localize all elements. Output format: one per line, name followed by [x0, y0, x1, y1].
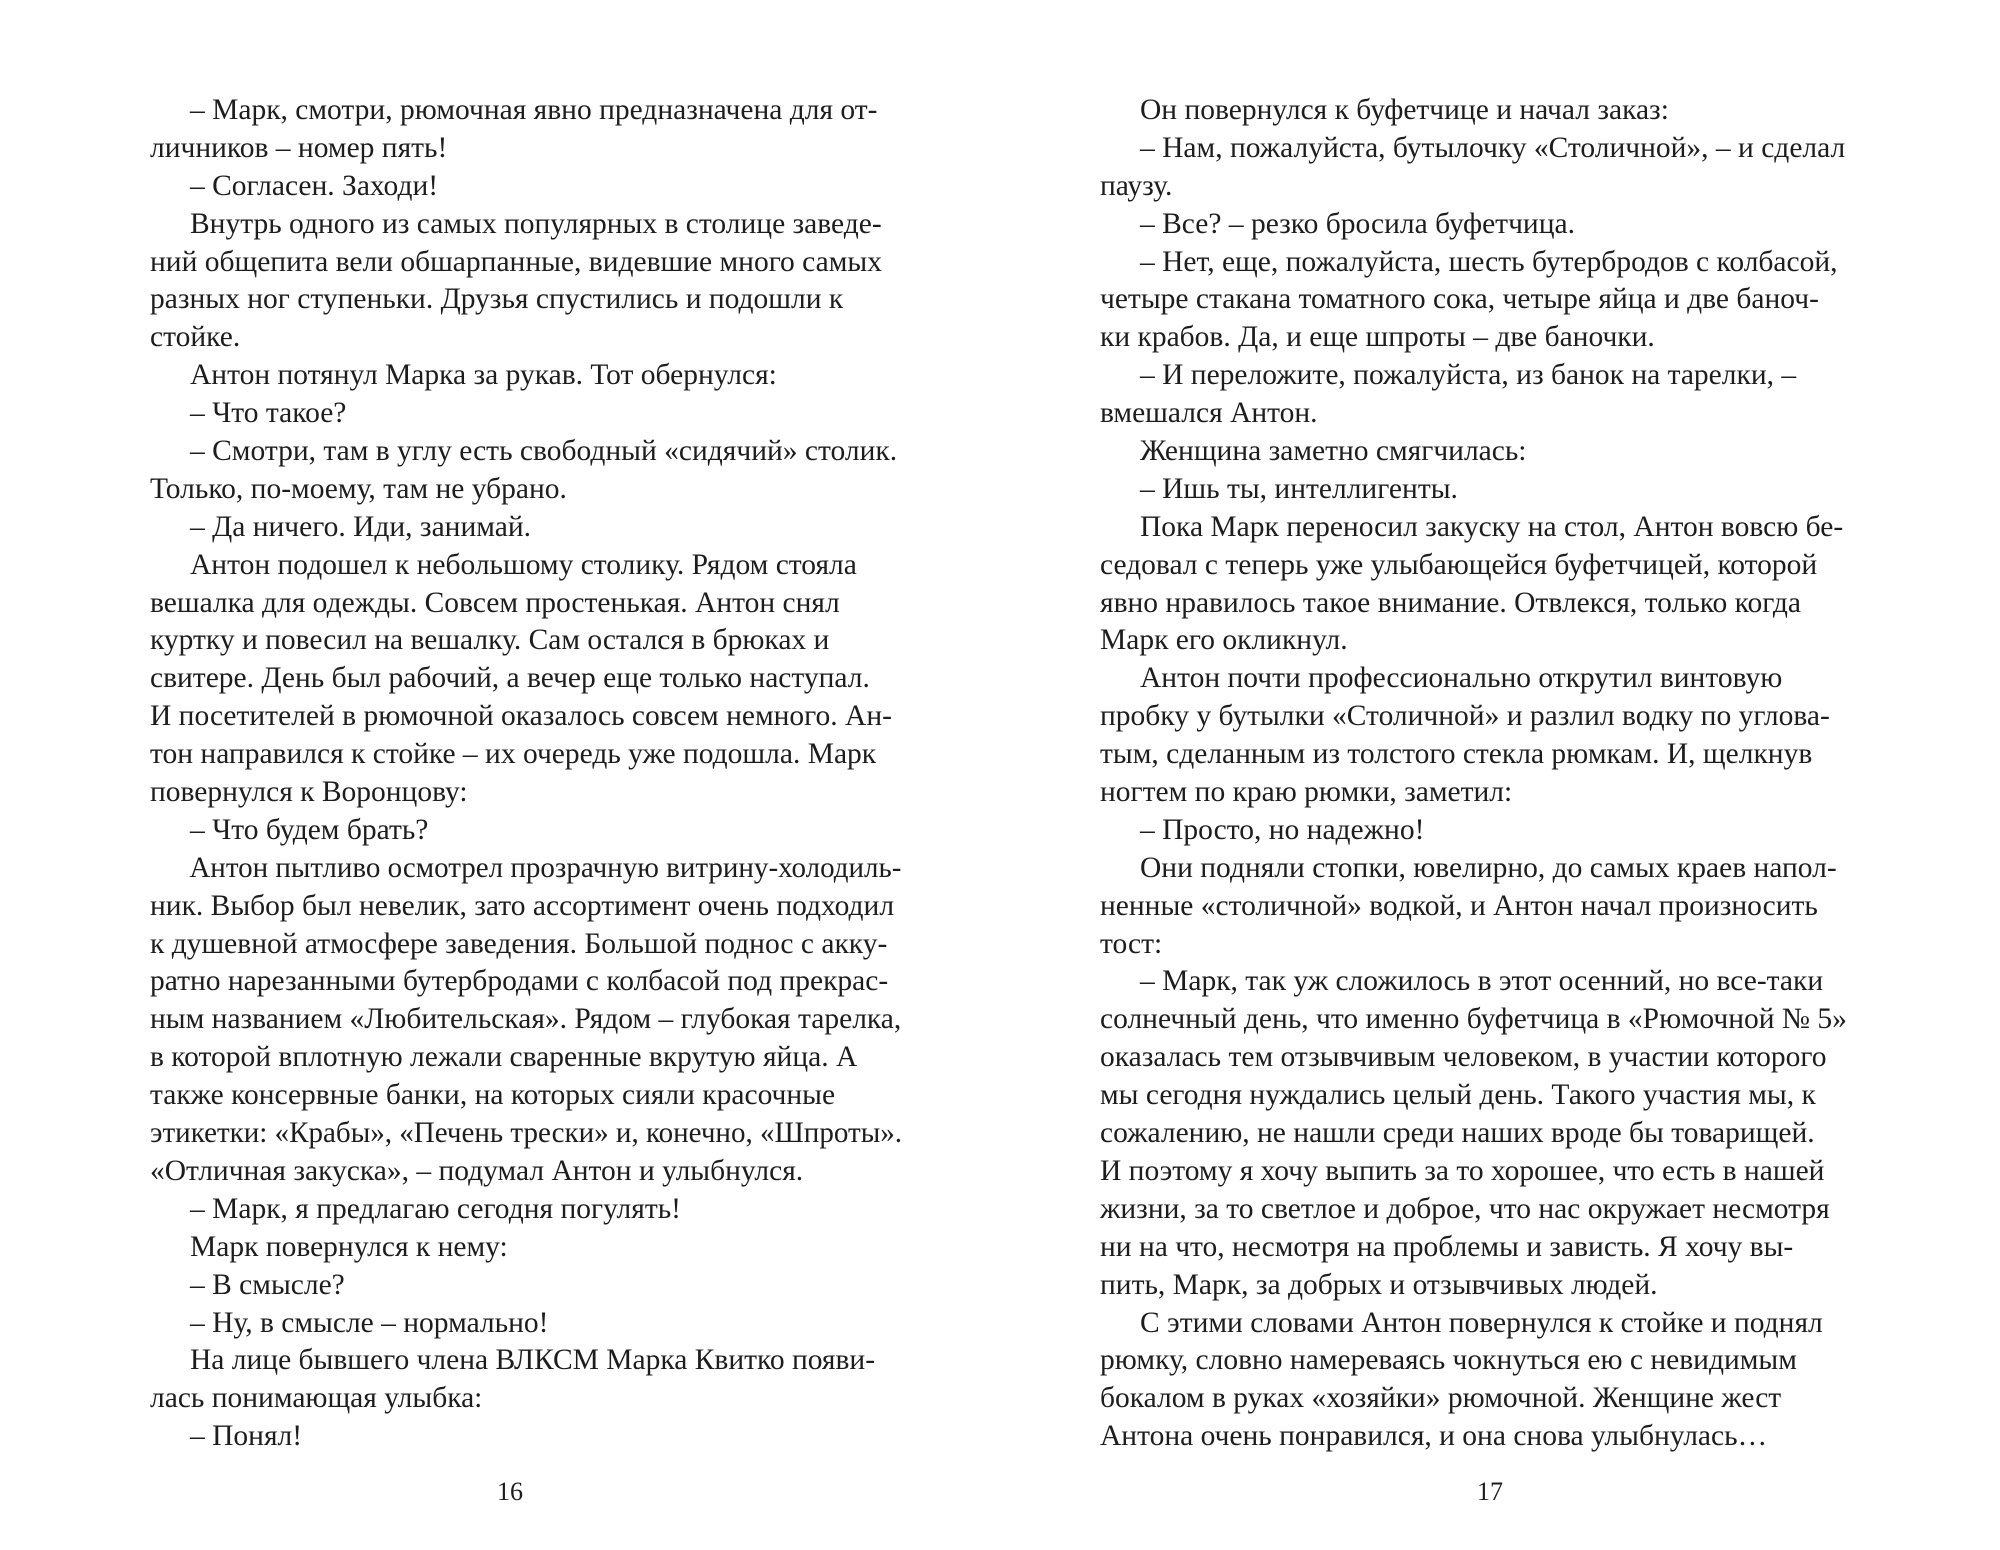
text-line: оказалась тем отзывчивым человеком, в участии которого: [1100, 1041, 1827, 1074]
text-line: четыре стакана томатного сока, четыре яйца и две баноч-: [1100, 283, 1819, 316]
text-line: личников – номер пять!: [150, 131, 448, 164]
text-line: в которой вплотную лежали сваренные вкрутую яйца. А: [150, 1041, 858, 1074]
text-line: – Ишь ты, интеллигенты.: [1140, 472, 1458, 505]
text-line: ник. Выбор был невелик, зато ассортимент очень подходил: [150, 889, 895, 922]
text-line: куртку и повесил на вешалку. Сам остался в брюках и: [150, 624, 830, 657]
text-line: вмешался Антон.: [1100, 397, 1318, 430]
text-line: ки крабов. Да, и еще шпроты – две баночки.: [1100, 321, 1655, 354]
text-line: – Что будем брать?: [190, 813, 429, 846]
text-line: – Понял!: [190, 1420, 303, 1453]
text-line: – Просто, но надежно!: [1140, 813, 1425, 846]
text-line: явно нравилось такое внимание. Отвлекся, только когда: [1100, 586, 1801, 619]
text-line: – Ну, в смысле – нормально!: [190, 1306, 549, 1339]
text-line: тон направился к стойке – их очередь уже подошла. Марк: [150, 738, 877, 771]
text-line: ратно нарезанными бутербродами с колбасой под прекрас-: [150, 965, 889, 998]
text-line: Внутрь одного из самых популярных в столице заведе-: [190, 207, 882, 240]
text-line: Он повернулся к буфетчице и начал заказ:: [1140, 94, 1669, 126]
right-page-text: [1100, 92, 1847, 1456]
text-line: жизни, за то светлое и доброе, что нас окружает несмотря: [1100, 1192, 1830, 1225]
text-line: – Нет, еще, пожалуйста, шесть бутербродов с колбасой,: [1140, 245, 1838, 278]
right-page: [1000, 0, 2000, 1550]
text-line: Только, по-моему, там не убрано.: [150, 472, 567, 505]
text-line: седовал с теперь уже улыбающейся буфетчицей, которой: [1100, 548, 1818, 581]
text-line: Антон пытливо осмотрел прозрачную витрину-холодиль-: [189, 851, 902, 884]
text-line: Они подняли стопки, ювелирно, до самых краев напол-: [1140, 851, 1837, 884]
text-line: Антон подошел к небольшому столику. Рядом стояла: [190, 548, 857, 581]
text-line: – Что такое?: [190, 397, 347, 430]
text-line: Марк повернулся к нему:: [190, 1230, 508, 1263]
text-line: – Нам, пожалуйста, бутылочку «Столичной», – и сделал: [1140, 131, 1846, 164]
text-line: – И переложите, пожалуйста, из банок на тарелки, –: [1140, 359, 1797, 392]
page-number: 16: [497, 1477, 523, 1506]
text-line: разных ног ступеньки. Друзья спустились и подошли к: [150, 283, 844, 316]
text-line: тым, сделанным из толстого стекла рюмкам. И, щелкнув: [1100, 738, 1813, 771]
text-line: мы сегодня нуждались целый день. Такого участия мы, к: [1100, 1079, 1816, 1112]
text-line: – Все? – резко бросила буфетчица.: [1140, 207, 1575, 240]
text-line: Антон потянул Марка за рукав. Тот обернулся:: [190, 359, 777, 392]
text-line: – Марк, я предлагаю сегодня погулять!: [190, 1192, 681, 1225]
text-line: лась понимающая улыбка:: [150, 1382, 483, 1415]
text-line: На лице бывшего члена ВЛКСМ Марка Квитко появи-: [190, 1344, 876, 1377]
text-line: Антона очень понравился, и она снова улыбнулась…: [1100, 1420, 1768, 1453]
text-line: повернулся к Воронцову:: [150, 776, 468, 809]
text-line: свитере. День был рабочий, а вечер еще только наступал.: [150, 662, 870, 695]
text-line: – Смотри, там в углу есть свободный «сидячий» столик.: [190, 435, 898, 468]
text-line: ным названием «Любительская». Рядом – глубокая тарелка,: [150, 1003, 902, 1036]
text-line: сожалению, не нашли среди наших вроде бы товарищей.: [1100, 1117, 1815, 1150]
text-line: Марк его окликнул.: [1100, 624, 1348, 657]
text-line: паузу.: [1100, 169, 1173, 202]
text-line: – Марк, смотри, рюмочная явно предназначена для от-: [190, 94, 878, 126]
text-line: «Отличная закуска», – подумал Антон и улыбнулся.: [150, 1154, 804, 1187]
text-line: бокалом в руках «хозяйки» рюмочной. Женщине жест: [1100, 1382, 1782, 1415]
text-line: пить, Марк, за добрых и отзывчивых людей.: [1100, 1268, 1658, 1301]
text-line: ни на что, несмотря на проблемы и зависть. Я хочу вы-: [1100, 1230, 1794, 1263]
text-line: – Да ничего. Иди, занимай.: [190, 510, 531, 543]
text-line: ний общепита вели обшарпанные, видевшие много самых: [150, 245, 882, 278]
text-line: И поэтому я хочу выпить за то хорошее, что есть в нашей: [1100, 1154, 1825, 1187]
text-line: С этими словами Антон повернулся к стойке и поднял: [1140, 1306, 1823, 1339]
text-line: к душевной атмосфере заведения. Большой поднос с акку-: [150, 927, 888, 960]
text-line: – Марк, так уж сложилось в этот осенний, но все-таки: [1140, 965, 1824, 998]
text-line: Антон почти профессионально открутил винтовую: [1140, 662, 1783, 695]
text-line: Пока Марк переносил закуску на стол, Антон вовсю бе-: [1140, 510, 1844, 543]
page-number: 17: [1477, 1477, 1503, 1506]
text-line: рюмку, словно намереваясь чокнуться ею с невидимым: [1100, 1344, 1797, 1377]
text-line: пробку у бутылки «Столичной» и разлил водку по углова-: [1100, 700, 1830, 733]
text-line: этикетки: «Крабы», «Печень трески» и, конечно, «Шпроты».: [150, 1117, 902, 1150]
text-line: ненные «столичной» водкой, и Антон начал произносить: [1100, 889, 1818, 922]
text-line: солнечный день, что именно буфетчица в «Рюмочной № 5»: [1100, 1003, 1847, 1036]
text-line: И посетителей в рюмочной оказалось совсем немного. Ан-: [150, 700, 892, 733]
text-line: Женщина заметно смягчилась:: [1140, 435, 1527, 468]
text-line: ногтем по краю рюмки, заметил:: [1100, 776, 1513, 809]
left-page-text: [150, 92, 914, 1456]
text-line: – Согласен. Заходи!: [190, 169, 439, 202]
text-line: стойке.: [150, 321, 241, 354]
text-line: – В смысле?: [190, 1268, 345, 1301]
text-line: тост:: [1100, 927, 1163, 960]
text-line: также консервные банки, на которых сияли красочные: [150, 1079, 836, 1112]
text-line: вешалка для одежды. Совсем простенькая. Антон снял: [150, 586, 840, 619]
